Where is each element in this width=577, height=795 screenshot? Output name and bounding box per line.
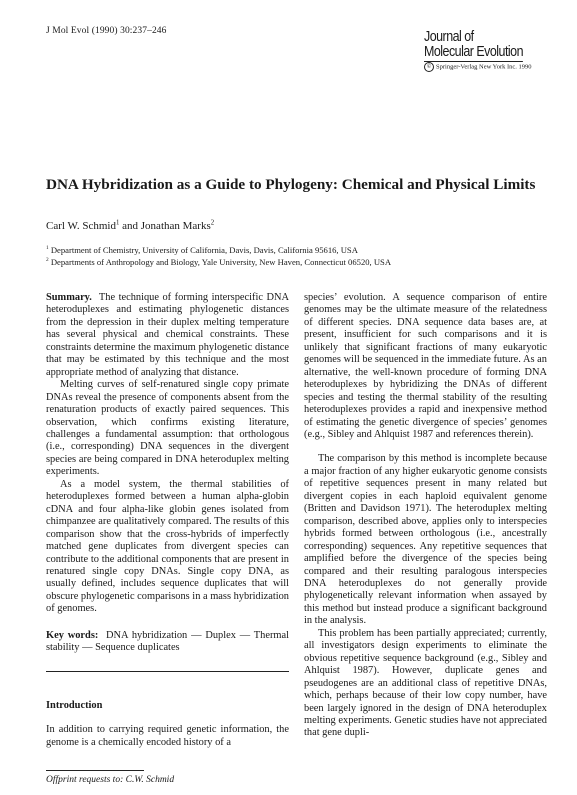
affiliation-text: Departments of Anthropology and Biology, Yale University, New Haven, Connecticut 06520, USA: [48, 257, 392, 267]
affiliation-mark: 2: [46, 257, 49, 264]
journal-logo: [424, 30, 523, 62]
body-paragraph: This problem has been partially appreciated; currently, all investigators design experiments to eliminate the obvious repetitive sequence background (e.g., Sibley and Ahlquist 1987). However, duplicate genes and pseudogenes are an additional class of repetitive DNAs, which, perhaps because of their low copy number, have been largely ignored in the design of DNA heteroduplex melting experiments. Genetic studies have not appreciated that gene dupli-: [304, 627, 547, 739]
section-divider: [46, 671, 289, 672]
summary-paragraph: [46, 292, 289, 379]
summary-text: The technique of forming interspecific DNA heteroduplexes and estimating phylogenetic distances from the depression in their duplex melting temperature has several physical and chemical constraints. These constraints determine the maximum phylogenetic distance that may be estimated by this technique and the most appropriate method of analyzing that distance.: [46, 292, 289, 378]
affiliation-mark: 1: [115, 219, 120, 227]
affiliation-1: [46, 245, 358, 255]
journal-name-line2: Molecular Evolution: [424, 44, 524, 60]
publisher-line: [424, 62, 532, 72]
keywords: [46, 630, 289, 655]
journal-citation: J Mol Evol (1990) 30:237–246: [46, 26, 167, 36]
section-heading-introduction: Introduction: [46, 699, 103, 711]
body-paragraph: species’ evolution. A sequence comparison of entire genomes may be the ultimate measure of the relatedness of different species. DNA sequence data bases are, at present, insufficient for such comparisons and it is unlikely that significant fractions of many eukaryotic genomes will be sequenced in the immediate future. As an alternative, the well-known procedure of forming DNA heteroduplexes by hybridizing the DNAs of different species and testing the thermal stability of the resulting heteroduplexes provides a rapid and inexpensive method of estimating the genetic divergence of species’ genomes (e.g., Sibley and Ahlquist 1987 and references therein).: [304, 292, 547, 440]
affiliation-2: [46, 257, 391, 267]
publisher-text: Springer-Verlag New York Inc. 1990: [436, 63, 532, 71]
author-line: [46, 220, 214, 232]
keywords-label: Key words:: [46, 629, 99, 641]
article-title: DNA Hybridization as a Guide to Phylogeny: Chemical and Physical Limits: [46, 176, 536, 193]
summary-paragraph-3: As a model system, the thermal stabilities of heteroduplexes formed between a human alpha-globin cDNA and four alpha-like globin genes isolated from chimpanzee are qualitatively compared. The results of this comparison show that the cross-hybrids of imperfectly matched gene duplicates from divergent species can contribute to the additional components that are present in renatured single copy DNAs. Single copy DNA, as usually defined, includes sequence duplicates that will obscure phylogenetic comparisons in a mass hybridization of genomes.: [46, 478, 289, 615]
offprint-footnote: Offprint requests to: C.W. Schmid: [46, 775, 175, 785]
summary-label: Summary.: [46, 292, 92, 303]
keywords-text: DNA hybridization — Duplex — Thermal stability — Sequence duplicates: [46, 629, 289, 654]
affiliation-mark: 2: [210, 219, 215, 227]
author-name: Jonathan Marks: [140, 220, 211, 232]
author-name: Carl W. Schmid: [46, 220, 116, 232]
left-column: [46, 292, 289, 749]
journal-name-line1: Journal of: [424, 29, 474, 45]
summary-paragraph-2: Melting curves of self-renatured single copy primate DNAs reveal the presence of components absent from the renaturation products of exactly paired sequences. This observation, which confirms existing literature, challenges a fundamental assumption: that orthologous (i.e., corresponding) DNA sequences in the divergent species are being compared in DNA heteroduplex melting experiments.: [46, 379, 289, 478]
footnote-divider: [46, 770, 144, 771]
body-paragraph: The comparison by this method is incomplete because a major fraction of any higher eukaryotic genome consists of repetitive sequences present in many related but divergent copies in each haploid equivalent genome (Britten and Davidson 1971). The heteroduplex melting comparison, described above, applies only to interspecies hybrids formed between orthologous (i.e., ancestrally corresponding) sequences. Any repetitive sequences that amplified before the divergence of the species being compared and their resulting paralogous interspecies DNA heteroduplexes do not generally provide phylogenetically relevant information when assayed by this method but instead produce a significant background in the analysis.: [304, 453, 547, 627]
affiliation-text: Department of Chemistry, University of California, Davis, Davis, California 95616, USA: [48, 245, 358, 255]
author-connector: and: [119, 220, 141, 232]
right-column: [304, 292, 547, 740]
affiliation-mark: 1: [46, 245, 49, 252]
intro-paragraph: In addition to carrying required genetic information, the genome is a chemically encoded history of a: [46, 724, 289, 748]
copyright-icon: ©: [424, 62, 434, 72]
